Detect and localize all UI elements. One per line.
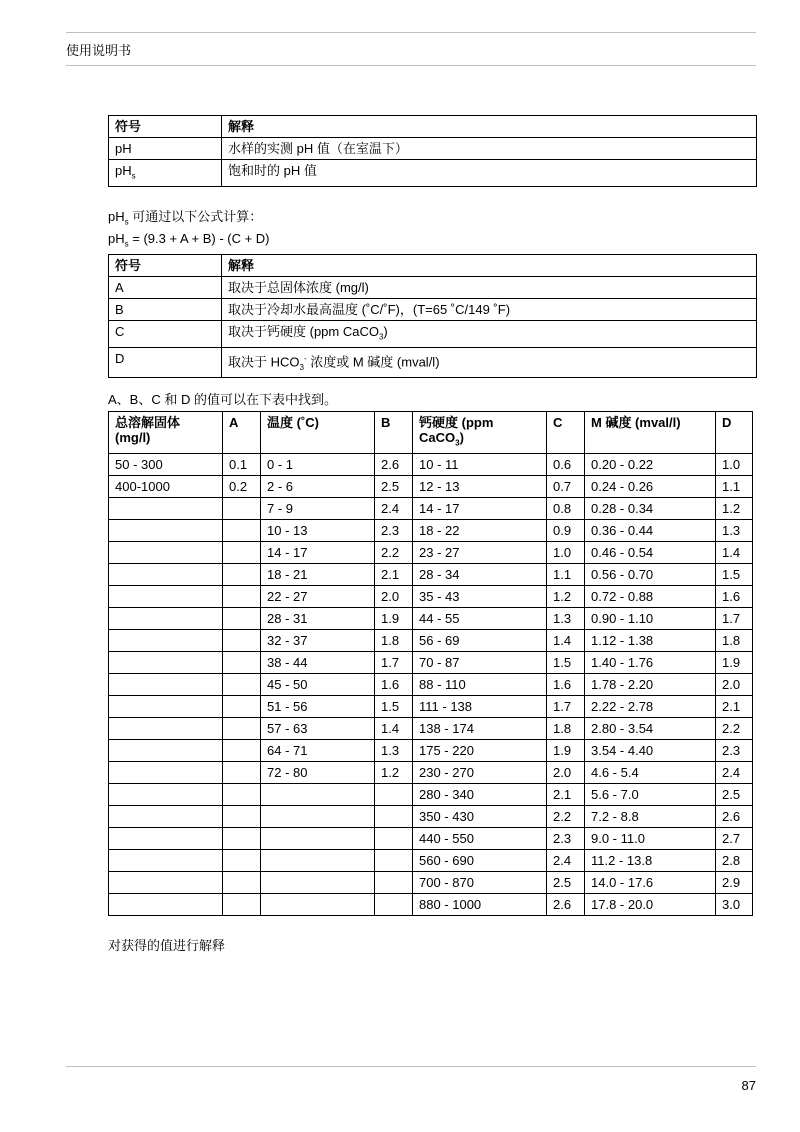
formula-intro [108, 206, 262, 227]
lookup-table [108, 411, 753, 916]
symbol-cell: pH [109, 138, 222, 160]
hardness-label: 钙硬度 (ppm CaCO [419, 415, 494, 445]
formula-expression: = (9.3 + A + B) - (C + D) [128, 231, 270, 246]
table-row [109, 717, 753, 739]
table-row [109, 160, 757, 187]
header-alkalinity: M 碱度 (mval/l) [585, 412, 716, 454]
b-cell: 1.3 [375, 739, 413, 761]
solids-cell [109, 893, 223, 915]
solids-cell [109, 695, 223, 717]
hardness-cell: 10 - 11 [413, 453, 547, 475]
a-cell [223, 871, 261, 893]
hardness-cell: 880 - 1000 [413, 893, 547, 915]
c-cell: 1.4 [547, 629, 585, 651]
explanation-text-end: ) [383, 324, 388, 339]
table-header-row [109, 255, 757, 277]
solids-cell [109, 761, 223, 783]
d-cell: 1.5 [716, 563, 753, 585]
table-row [109, 783, 753, 805]
header-title: 使用说明书 [66, 43, 132, 58]
header-calcium-hardness [413, 412, 547, 454]
hardness-cell: 138 - 174 [413, 717, 547, 739]
a-cell [223, 695, 261, 717]
explanation-cell: 取决于总固体浓度 (mg/l) [222, 277, 757, 299]
hardness-cell: 44 - 55 [413, 607, 547, 629]
c-cell: 1.8 [547, 717, 585, 739]
c-cell: 1.9 [547, 739, 585, 761]
alkalinity-cell: 0.36 - 0.44 [585, 519, 716, 541]
solids-cell [109, 585, 223, 607]
hardness-cell: 230 - 270 [413, 761, 547, 783]
a-cell [223, 651, 261, 673]
table-row [109, 871, 753, 893]
hardness-cell: 350 - 430 [413, 805, 547, 827]
b-cell: 1.8 [375, 629, 413, 651]
temperature-cell: 10 - 13 [261, 519, 375, 541]
solids-cell [109, 849, 223, 871]
temperature-cell: 2 - 6 [261, 475, 375, 497]
temperature-cell: 45 - 50 [261, 673, 375, 695]
d-cell: 1.7 [716, 607, 753, 629]
solids-cell [109, 563, 223, 585]
symbol-table-abcd [108, 254, 757, 378]
b-cell: 2.6 [375, 453, 413, 475]
temperature-cell: 38 - 44 [261, 651, 375, 673]
a-cell [223, 585, 261, 607]
a-cell [223, 629, 261, 651]
closing-text: 对获得的值进行解释 [108, 938, 226, 953]
solids-cell: 50 - 300 [109, 453, 223, 475]
d-cell: 2.4 [716, 761, 753, 783]
explanation-cell: 取决于冷却水最高温度 (˚C/˚F)，(T=65 ˚C/149 ˚F) [222, 299, 757, 321]
alkalinity-cell: 1.78 - 2.20 [585, 673, 716, 695]
table-row [109, 739, 753, 761]
hardness-label-end: ) [459, 430, 464, 445]
b-cell: 2.0 [375, 585, 413, 607]
table-row [109, 695, 753, 717]
symbol-cell: D [109, 347, 222, 377]
hardness-cell: 12 - 13 [413, 475, 547, 497]
solids-cell: 400-1000 [109, 475, 223, 497]
header-d: D [716, 412, 753, 454]
solids-cell [109, 717, 223, 739]
header-b: B [375, 412, 413, 454]
hardness-cell: 111 - 138 [413, 695, 547, 717]
hardness-cell: 28 - 34 [413, 563, 547, 585]
a-cell [223, 717, 261, 739]
explanation-cell [222, 321, 757, 348]
header-c: C [547, 412, 585, 454]
c-cell: 0.8 [547, 497, 585, 519]
hardness-cell: 280 - 340 [413, 783, 547, 805]
a-cell [223, 805, 261, 827]
hardness-cell: 35 - 43 [413, 585, 547, 607]
d-cell: 3.0 [716, 893, 753, 915]
d-cell: 1.8 [716, 629, 753, 651]
explanation-text: 取决于 HCO [228, 353, 300, 369]
alkalinity-cell: 5.6 - 7.0 [585, 783, 716, 805]
c-cell: 2.6 [547, 893, 585, 915]
table-row [109, 849, 753, 871]
header-rule-bottom [66, 65, 756, 66]
table-row [109, 475, 753, 497]
temperature-cell: 7 - 9 [261, 497, 375, 519]
a-cell: 0.2 [223, 475, 261, 497]
table-row [109, 138, 757, 160]
symbol-cell: C [109, 321, 222, 348]
solids-cell [109, 673, 223, 695]
a-cell [223, 827, 261, 849]
alkalinity-cell: 1.12 - 1.38 [585, 629, 716, 651]
c-cell: 2.3 [547, 827, 585, 849]
formula-intro-text: 可通过以下公式计算： [128, 209, 263, 224]
table-row [109, 497, 753, 519]
c-cell: 1.1 [547, 563, 585, 585]
temperature-cell: 64 - 71 [261, 739, 375, 761]
c-cell: 1.5 [547, 651, 585, 673]
d-cell: 1.9 [716, 651, 753, 673]
table-row [109, 541, 753, 563]
table-header-row [109, 116, 757, 138]
b-cell [375, 849, 413, 871]
symbol-cell: A [109, 277, 222, 299]
lookup-intro: A、B、C 和 D 的值可以在下表中找到。 [108, 392, 337, 407]
solids-cell [109, 783, 223, 805]
b-cell: 1.5 [375, 695, 413, 717]
c-cell: 2.0 [547, 761, 585, 783]
d-cell: 1.1 [716, 475, 753, 497]
d-cell: 2.5 [716, 783, 753, 805]
explanation-text: 取决于钙硬度 (ppm CaCO [228, 324, 379, 339]
c-cell: 0.9 [547, 519, 585, 541]
solids-cell [109, 497, 223, 519]
b-cell: 2.3 [375, 519, 413, 541]
a-cell [223, 563, 261, 585]
temperature-cell: 51 - 56 [261, 695, 375, 717]
formula-intro-subscript: s [124, 217, 129, 227]
table-row [109, 651, 753, 673]
d-cell: 2.2 [716, 717, 753, 739]
symbol-cell [109, 160, 222, 187]
c-cell: 1.6 [547, 673, 585, 695]
alkalinity-cell: 0.90 - 1.10 [585, 607, 716, 629]
d-cell: 2.8 [716, 849, 753, 871]
d-cell: 1.6 [716, 585, 753, 607]
hardness-cell: 70 - 87 [413, 651, 547, 673]
alkalinity-cell: 17.8 - 20.0 [585, 893, 716, 915]
hardness-cell: 14 - 17 [413, 497, 547, 519]
alkalinity-cell: 9.0 - 11.0 [585, 827, 716, 849]
temperature-cell: 18 - 21 [261, 563, 375, 585]
d-cell: 2.9 [716, 871, 753, 893]
alkalinity-cell: 1.40 - 1.76 [585, 651, 716, 673]
alkalinity-cell: 0.24 - 0.26 [585, 475, 716, 497]
temperature-cell [261, 871, 375, 893]
header-total-solids: 总溶解固体 (mg/l) [109, 412, 223, 454]
a-cell: 0.1 [223, 453, 261, 475]
footer-rule [66, 1066, 756, 1067]
table-row [109, 453, 753, 475]
d-cell: 1.2 [716, 497, 753, 519]
b-cell [375, 805, 413, 827]
symbol-cell: B [109, 299, 222, 321]
formula [108, 231, 270, 249]
symbol-subscript: s [131, 171, 136, 181]
header-a: A [223, 412, 261, 454]
table-row [109, 629, 753, 651]
header-temperature: 温度 (˚C) [261, 412, 375, 454]
c-cell: 1.3 [547, 607, 585, 629]
alkalinity-cell: 0.46 - 0.54 [585, 541, 716, 563]
temperature-cell: 14 - 17 [261, 541, 375, 563]
alkalinity-cell: 7.2 - 8.8 [585, 805, 716, 827]
a-cell [223, 607, 261, 629]
c-cell: 1.2 [547, 585, 585, 607]
table-row [109, 299, 757, 321]
table-row [109, 607, 753, 629]
header-symbol: 符号 [109, 116, 222, 138]
hardness-subscript: 3 [455, 438, 460, 448]
solids-cell [109, 607, 223, 629]
d-cell: 2.1 [716, 695, 753, 717]
table-row [109, 321, 757, 348]
a-cell [223, 497, 261, 519]
explanation-text-end: 浓度或 M 碱度 (mval/l) [306, 353, 440, 369]
c-cell: 1.7 [547, 695, 585, 717]
header-rule-top [66, 32, 756, 33]
hardness-cell: 175 - 220 [413, 739, 547, 761]
b-cell: 1.4 [375, 717, 413, 739]
temperature-cell [261, 805, 375, 827]
b-cell: 2.1 [375, 563, 413, 585]
page-number: 87 [741, 1078, 756, 1093]
alkalinity-cell: 0.28 - 0.34 [585, 497, 716, 519]
header-symbol: 符号 [109, 255, 222, 277]
d-cell: 2.0 [716, 673, 753, 695]
table-row [109, 563, 753, 585]
temperature-cell [261, 893, 375, 915]
solids-cell [109, 629, 223, 651]
solids-cell [109, 871, 223, 893]
alkalinity-cell: 0.72 - 0.88 [585, 585, 716, 607]
explanation-subscript: 3 [378, 332, 384, 342]
table-row [109, 585, 753, 607]
d-cell: 1.4 [716, 541, 753, 563]
table-row [109, 893, 753, 915]
temperature-cell [261, 827, 375, 849]
solids-cell [109, 739, 223, 761]
table-row [109, 827, 753, 849]
table-row [109, 277, 757, 299]
d-cell: 2.6 [716, 805, 753, 827]
hardness-cell: 440 - 550 [413, 827, 547, 849]
c-cell: 0.6 [547, 453, 585, 475]
table-row [109, 805, 753, 827]
b-cell [375, 783, 413, 805]
header-explanation: 解释 [222, 116, 757, 138]
temperature-cell: 0 - 1 [261, 453, 375, 475]
table-row [109, 519, 753, 541]
c-cell: 2.5 [547, 871, 585, 893]
formula-ph: pH [108, 231, 125, 246]
explanation-cell [222, 347, 757, 377]
b-cell: 1.7 [375, 651, 413, 673]
hardness-cell: 23 - 27 [413, 541, 547, 563]
b-cell [375, 893, 413, 915]
temperature-cell [261, 783, 375, 805]
b-cell [375, 827, 413, 849]
c-cell: 2.2 [547, 805, 585, 827]
temperature-cell: 72 - 80 [261, 761, 375, 783]
temperature-cell [261, 849, 375, 871]
alkalinity-cell: 0.20 - 0.22 [585, 453, 716, 475]
solids-cell [109, 519, 223, 541]
header-explanation: 解释 [222, 255, 757, 277]
explanation-subscript: 3 [299, 362, 304, 372]
hardness-cell: 700 - 870 [413, 871, 547, 893]
a-cell [223, 849, 261, 871]
table-header-row [109, 412, 753, 454]
solids-cell [109, 805, 223, 827]
hardness-cell: 56 - 69 [413, 629, 547, 651]
d-cell: 1.3 [716, 519, 753, 541]
a-cell [223, 893, 261, 915]
c-cell: 2.4 [547, 849, 585, 871]
temperature-cell: 22 - 27 [261, 585, 375, 607]
alkalinity-cell: 2.80 - 3.54 [585, 717, 716, 739]
hardness-cell: 18 - 22 [413, 519, 547, 541]
table-row [109, 673, 753, 695]
symbol-table-ph [108, 115, 757, 187]
table-row [109, 761, 753, 783]
b-cell: 1.9 [375, 607, 413, 629]
lookup-table-body [109, 453, 753, 915]
b-cell: 2.2 [375, 541, 413, 563]
alkalinity-cell: 4.6 - 5.4 [585, 761, 716, 783]
b-cell: 1.2 [375, 761, 413, 783]
d-cell: 2.3 [716, 739, 753, 761]
b-cell: 2.5 [375, 475, 413, 497]
a-cell [223, 739, 261, 761]
solids-cell [109, 827, 223, 849]
a-cell [223, 673, 261, 695]
alkalinity-cell: 0.56 - 0.70 [585, 563, 716, 585]
a-cell [223, 761, 261, 783]
explanation-cell: 水样的实测 pH 值（在室温下） [222, 138, 757, 160]
b-cell: 2.4 [375, 497, 413, 519]
symbol-text: pH [115, 163, 132, 178]
d-cell: 1.0 [716, 453, 753, 475]
temperature-cell: 32 - 37 [261, 629, 375, 651]
hardness-cell: 88 - 110 [413, 673, 547, 695]
temperature-cell: 57 - 63 [261, 717, 375, 739]
solids-cell [109, 541, 223, 563]
alkalinity-cell: 11.2 - 13.8 [585, 849, 716, 871]
formula-subscript: s [124, 239, 129, 249]
b-cell [375, 871, 413, 893]
explanation-cell: 饱和时的 pH 值 [222, 160, 757, 187]
c-cell: 2.1 [547, 783, 585, 805]
alkalinity-cell: 2.22 - 2.78 [585, 695, 716, 717]
c-cell: 0.7 [547, 475, 585, 497]
alkalinity-cell: 14.0 - 17.6 [585, 871, 716, 893]
solids-cell [109, 651, 223, 673]
b-cell: 1.6 [375, 673, 413, 695]
a-cell [223, 783, 261, 805]
d-cell: 2.7 [716, 827, 753, 849]
hardness-cell: 560 - 690 [413, 849, 547, 871]
explanation-superscript: - [303, 353, 307, 363]
table-row [109, 347, 757, 377]
c-cell: 1.0 [547, 541, 585, 563]
formula-intro-ph: pH [108, 209, 125, 224]
a-cell [223, 519, 261, 541]
a-cell [223, 541, 261, 563]
alkalinity-cell: 3.54 - 4.40 [585, 739, 716, 761]
temperature-cell: 28 - 31 [261, 607, 375, 629]
